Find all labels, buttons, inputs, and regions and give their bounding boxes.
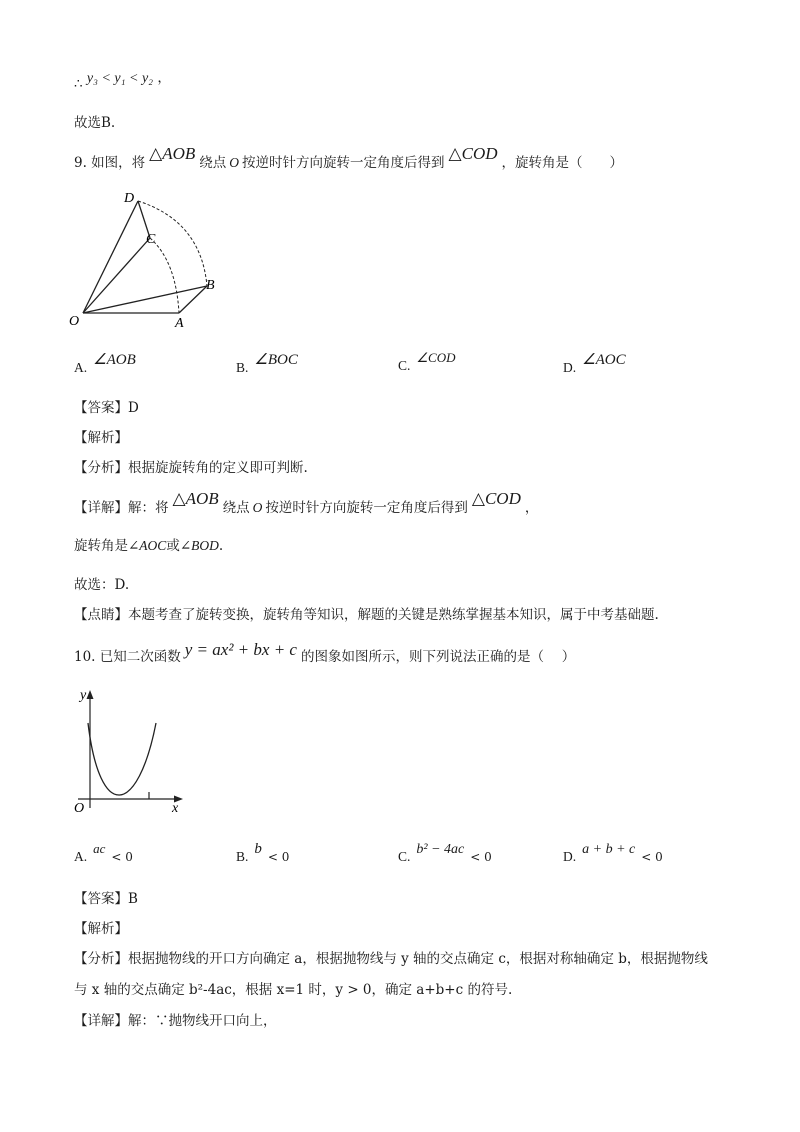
label-origin: O <box>74 801 85 815</box>
dianjing-tag: 【点睛】 <box>74 607 128 623</box>
option-expr: ac <box>93 841 106 856</box>
q9-rotate-text: 按逆时针方向旋转一定角度后得到 <box>242 155 445 171</box>
q9-point-o: O <box>229 155 240 170</box>
option-lt: < 0 <box>470 850 492 864</box>
q10-figure <box>70 685 200 815</box>
q10-option-a[interactable] <box>74 841 133 865</box>
q10-option-c[interactable] <box>398 842 492 866</box>
option-lt: < 0 <box>267 850 290 864</box>
answer-value: D <box>128 400 139 416</box>
parabola <box>88 723 156 795</box>
label-c: C <box>146 232 156 247</box>
q9-option-d[interactable] <box>563 352 626 377</box>
fenxi-text-1: 根据抛物线的开口方向确定 a，根据抛物线与 y 轴的交点确定 c，根据对称轴确定 b，根据抛物线 <box>128 951 708 967</box>
xiangjie-text: 解：∵抛物线开口向上， <box>128 1013 277 1029</box>
dianjing-text: 本题考查了旋转变换，旋转角等知识，解题的关键是熟练掌握基本知识，属于中考基础题. <box>128 607 659 623</box>
q9-triangle-cod: △COD <box>448 144 498 163</box>
xiangjie-text-d: ， <box>524 500 539 516</box>
q10-option-d[interactable] <box>563 842 663 866</box>
option-expr: ∠COD <box>416 350 456 365</box>
option-expr: b <box>254 841 262 857</box>
option-lt: < 0 <box>641 850 663 864</box>
trailing-comma: ， <box>157 70 171 86</box>
q10-option-b[interactable] <box>236 841 290 866</box>
option-label: A. <box>74 360 88 375</box>
q9-option-c[interactable] <box>398 350 456 374</box>
answer-value: B <box>128 891 138 907</box>
option-expr: b² − 4ac <box>416 842 465 857</box>
q10-stem <box>74 640 576 667</box>
q9-choose: 故选：D. <box>74 577 130 593</box>
q10-fenxi-1 <box>74 949 708 969</box>
q9-xiangjie <box>74 489 539 518</box>
option-expr: ∠AOC <box>582 352 626 368</box>
option-label: B. <box>236 360 249 375</box>
option-label: D. <box>563 849 577 864</box>
option-label: D. <box>563 360 577 375</box>
q9-option-b[interactable] <box>236 352 298 377</box>
inequality: y₃ < y₁ < y₂ <box>86 71 154 86</box>
q10-question-end: 的图象如图所示，则下列说法正确的是（ ） <box>300 649 576 665</box>
q9-figure <box>66 186 216 336</box>
option-expr: ∠AOB <box>93 352 136 368</box>
prev-conclusion <box>74 68 171 92</box>
xiangjie-tag: 【详解】 <box>74 1013 128 1029</box>
xiangjie-tag: 【详解】 <box>74 500 128 516</box>
q9-stem <box>74 144 624 173</box>
xiangjie-triangle-cod: △COD <box>471 489 521 508</box>
label-o: O <box>69 314 80 329</box>
answer-tag: 【答案】 <box>74 891 128 907</box>
fenxi-tag: 【分析】 <box>74 460 128 476</box>
rot-text-or: 或 <box>166 538 180 554</box>
fenxi-text: 根据旋旋转角的定义即可判断. <box>128 460 308 476</box>
answer-tag: 【答案】 <box>74 400 128 416</box>
arc-ca <box>150 238 179 313</box>
xiangjie-text-b: 绕点 <box>222 500 250 516</box>
option-expr: ∠BOC <box>254 352 298 368</box>
q10-answer <box>74 889 138 909</box>
rot-text-a: 旋转角是 <box>74 538 128 554</box>
segment-ab <box>179 286 207 313</box>
q10-function: y = ax² + bx + c <box>184 640 297 659</box>
label-a: A <box>175 316 184 331</box>
option-label: B. <box>236 849 249 864</box>
option-label: C. <box>398 849 411 864</box>
q9-question-end: ，旋转角是（ ） <box>501 155 624 171</box>
q9-fenxi <box>74 458 308 478</box>
label-d: D <box>124 191 135 206</box>
q9-rotation-angle <box>74 536 223 556</box>
q9-option-a[interactable] <box>74 352 136 377</box>
rot-angle-aoc: ∠AOC <box>128 538 167 553</box>
q9-number: 9. 如图，将 <box>74 155 146 171</box>
rot-angle-bod: ∠BOD <box>179 538 219 553</box>
q9-analysis-tag: 【解析】 <box>74 430 128 446</box>
q10-xiangjie <box>74 1011 277 1031</box>
q9-around: 绕点 <box>199 155 227 171</box>
q9-dianjing <box>74 605 659 625</box>
xiangjie-point-o: O <box>252 500 263 515</box>
segment-od <box>83 201 138 313</box>
q10-number: 10. 已知二次函数 <box>74 649 181 665</box>
option-label: A. <box>74 849 88 864</box>
prev-choose: 故选B. <box>74 115 116 131</box>
label-b: B <box>206 278 215 293</box>
q10-analysis-tag: 【解析】 <box>74 921 128 937</box>
y-axis-arrow <box>87 690 94 699</box>
xiangjie-text-c: 按逆时针方向旋转一定角度后得到 <box>265 500 468 516</box>
option-label: C. <box>398 358 411 373</box>
xiangjie-text-a: 解：将 <box>128 500 169 516</box>
segment-ob <box>83 286 207 313</box>
q9-triangle-aob: △AOB <box>149 144 196 163</box>
option-lt: < 0 <box>111 850 133 864</box>
segment-oc <box>83 238 150 313</box>
xiangjie-triangle-aob: △AOB <box>172 489 219 508</box>
fenxi-tag: 【分析】 <box>74 951 128 967</box>
label-y: y <box>80 688 87 703</box>
q9-answer <box>74 398 139 418</box>
option-expr: a + b + c <box>582 842 636 857</box>
therefore-symbol: ∴ <box>74 76 83 92</box>
rot-text-end: . <box>218 538 224 554</box>
q10-fenxi-2: 与 x 轴的交点确定 b²-4ac，根据 x=1 时，y > 0，确定 a+b+c 的符号. <box>74 982 513 998</box>
label-x: x <box>172 801 179 815</box>
